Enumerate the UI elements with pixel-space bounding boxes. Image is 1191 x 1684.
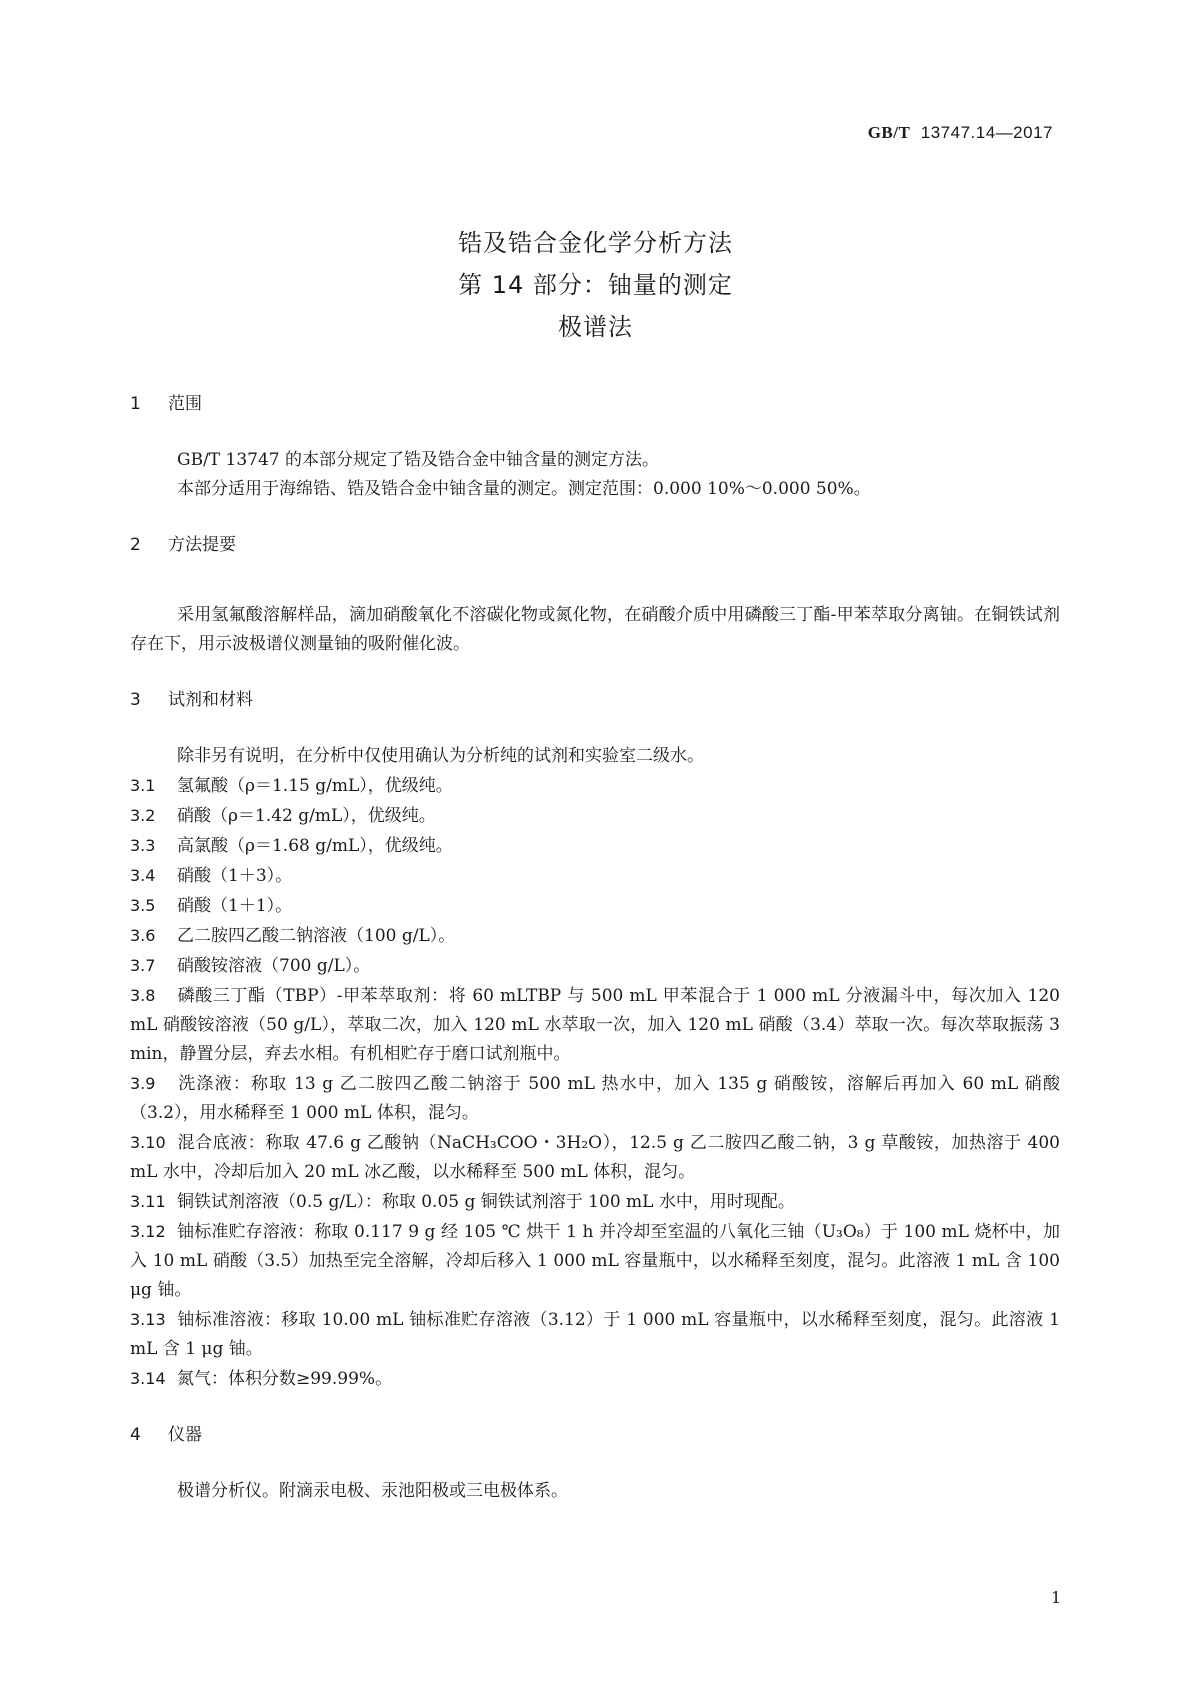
item-number: 3.12 <box>130 1222 166 1241</box>
item-text: 高氯酸（ρ＝1.68 g/mL），优级纯。 <box>177 836 453 856</box>
item-text: 铜铁试剂溶液（0.5 g/L）：称取 0.05 g 铜铁试剂溶于 100 mL 水中，用时现配。 <box>177 1192 795 1212</box>
item-text: 乙二胺四乙酸二钠溶液（100 g/L）。 <box>177 926 456 946</box>
item-number: 3.10 <box>130 1133 166 1152</box>
list-item <box>130 951 1060 981</box>
section-1-paragraph-2: 本部分适用于海绵锆、锆及锆合金中铀含量的测定。测定范围：0.000 10%～0.000 50%。 <box>177 479 871 499</box>
title-line-2: 第 14 部分：铀量的测定 <box>458 271 733 299</box>
item-number: 3.9 <box>130 1074 156 1093</box>
list-item <box>130 1364 1060 1394</box>
section-number: 4 <box>130 1425 141 1445</box>
item-text: 氢氟酸（ρ＝1.15 g/mL），优级纯。 <box>177 776 453 796</box>
section-number: 2 <box>130 535 141 555</box>
title-line-1: 锆及锆合金化学分析方法 <box>458 229 733 257</box>
section-2-heading <box>130 531 1060 560</box>
document-title <box>0 222 1191 348</box>
list-item <box>130 1217 1060 1305</box>
item-number: 3.13 <box>130 1310 166 1329</box>
item-text: 硝酸（1＋3）。 <box>177 866 293 886</box>
item-text: 洗涤液：称取 13 g 乙二胺四乙酸二钠溶于 500 mL 热水中，加入 135 g 硝酸铵，溶解后再加入 60 mL 硝酸（3.2），用水稀释至 1 000 mL 体积，混匀。 <box>130 1074 1060 1123</box>
list-item <box>130 801 1060 831</box>
section-3-heading <box>130 686 1060 715</box>
list-item <box>130 891 1060 921</box>
item-text: 混合底液：称取 47.6 g 乙酸钠（NaCH₃COO・3H₂O），12.5 g 乙二胺四乙酸二钠，3 g 草酸铵，加热溶于 400 mL 水中，冷却后加入 20 mL 冰乙酸，以水稀释至 500 mL 体积，混匀。 <box>130 1133 1060 1182</box>
section-number: 1 <box>130 394 141 414</box>
item-text: 磷酸三丁酯（TBP）-甲苯萃取剂：将 60 mLTBP 与 500 mL 甲苯混合于 1 000 mL 分液漏斗中，每次加入 120 mL 硝酸铵溶液（50 g/L），萃取二次，加入 120 mL 水萃取一次，加入 120 mL 硝酸（3.4）萃取一次。每次萃取振荡 3 min，静置分层，弃去水相。有机相贮存于磨口试剂瓶中。 <box>130 986 1060 1064</box>
document-body <box>130 390 1060 1506</box>
item-text: 硝酸（1＋1）。 <box>177 896 293 916</box>
page-number: 1 <box>1051 1588 1062 1607</box>
item-text: 硝酸铵溶液（700 g/L）。 <box>177 956 371 976</box>
item-number: 3.5 <box>130 896 156 915</box>
item-text: 铀标准溶液：移取 10.00 mL 铀标准贮存溶液（3.12）于 1 000 mL 容量瓶中，以水稀释至刻度，混匀。此溶液 1 mL 含 1 μg 铀。 <box>130 1310 1060 1359</box>
section-3-intro: 除非另有说明，在分析中仅使用确认为分析纯的试剂和实验室二级水。 <box>177 746 704 766</box>
title-line-3: 极谱法 <box>558 313 633 341</box>
item-number: 3.2 <box>130 806 156 825</box>
item-number: 3.7 <box>130 956 156 975</box>
item-number: 3.14 <box>130 1369 166 1388</box>
section-2-paragraph-1: 采用氢氟酸溶解样品，滴加硝酸氧化不溶碳化物或氮化物，在硝酸介质中用磷酸三丁酯-甲苯萃取分离铀。在铜铁试剂存在下，用示波极谱仪测量铀的吸附催化波。 <box>130 605 1060 654</box>
list-item <box>130 1187 1060 1217</box>
item-number: 3.8 <box>130 986 156 1005</box>
section-4-paragraph-1: 极谱分析仪。附滴汞电极、汞池阳极或三电极体系。 <box>177 1481 568 1501</box>
list-item <box>130 981 1060 1069</box>
item-text: 氮气：体积分数≥99.99%。 <box>177 1369 393 1389</box>
section-4-heading <box>130 1421 1060 1450</box>
section-title: 方法提要 <box>168 535 236 555</box>
item-text: 硝酸（ρ＝1.42 g/mL），优级纯。 <box>177 806 436 826</box>
list-item <box>130 771 1060 801</box>
standard-code-number: 13747.14—2017 <box>920 123 1053 142</box>
section-number: 3 <box>130 690 141 710</box>
section-1-paragraph-1: GB/T 13747 的本部分规定了锆及锆合金中铀含量的测定方法。 <box>177 450 660 470</box>
item-number: 3.6 <box>130 926 156 945</box>
section-title: 范围 <box>168 394 202 414</box>
list-item <box>130 1128 1060 1187</box>
item-number: 3.11 <box>130 1192 166 1211</box>
section-1-heading <box>130 390 1060 419</box>
item-number: 3.3 <box>130 836 156 855</box>
list-item <box>130 1069 1060 1128</box>
list-item <box>130 861 1060 891</box>
item-text: 铀标准贮存溶液：称取 0.117 9 g 经 105 ℃ 烘干 1 h 并冷却至室温的八氧化三铀（U₃O₈）于 100 mL 烧杯中，加入 10 mL 硝酸（3.5）加热至完全溶解，冷却后移入 1 000 mL 容量瓶中，以水稀释至刻度，混匀。此溶液 1 mL 含 100 μg 铀。 <box>130 1222 1060 1300</box>
item-number: 3.1 <box>130 776 156 795</box>
list-item <box>130 921 1060 951</box>
section-title: 仪器 <box>168 1425 202 1445</box>
list-item <box>130 831 1060 861</box>
section-title: 试剂和材料 <box>168 690 253 710</box>
standard-code-prefix: GB/T <box>867 123 911 142</box>
list-item <box>130 1305 1060 1364</box>
item-number: 3.4 <box>130 866 156 885</box>
standard-code <box>868 123 1053 143</box>
